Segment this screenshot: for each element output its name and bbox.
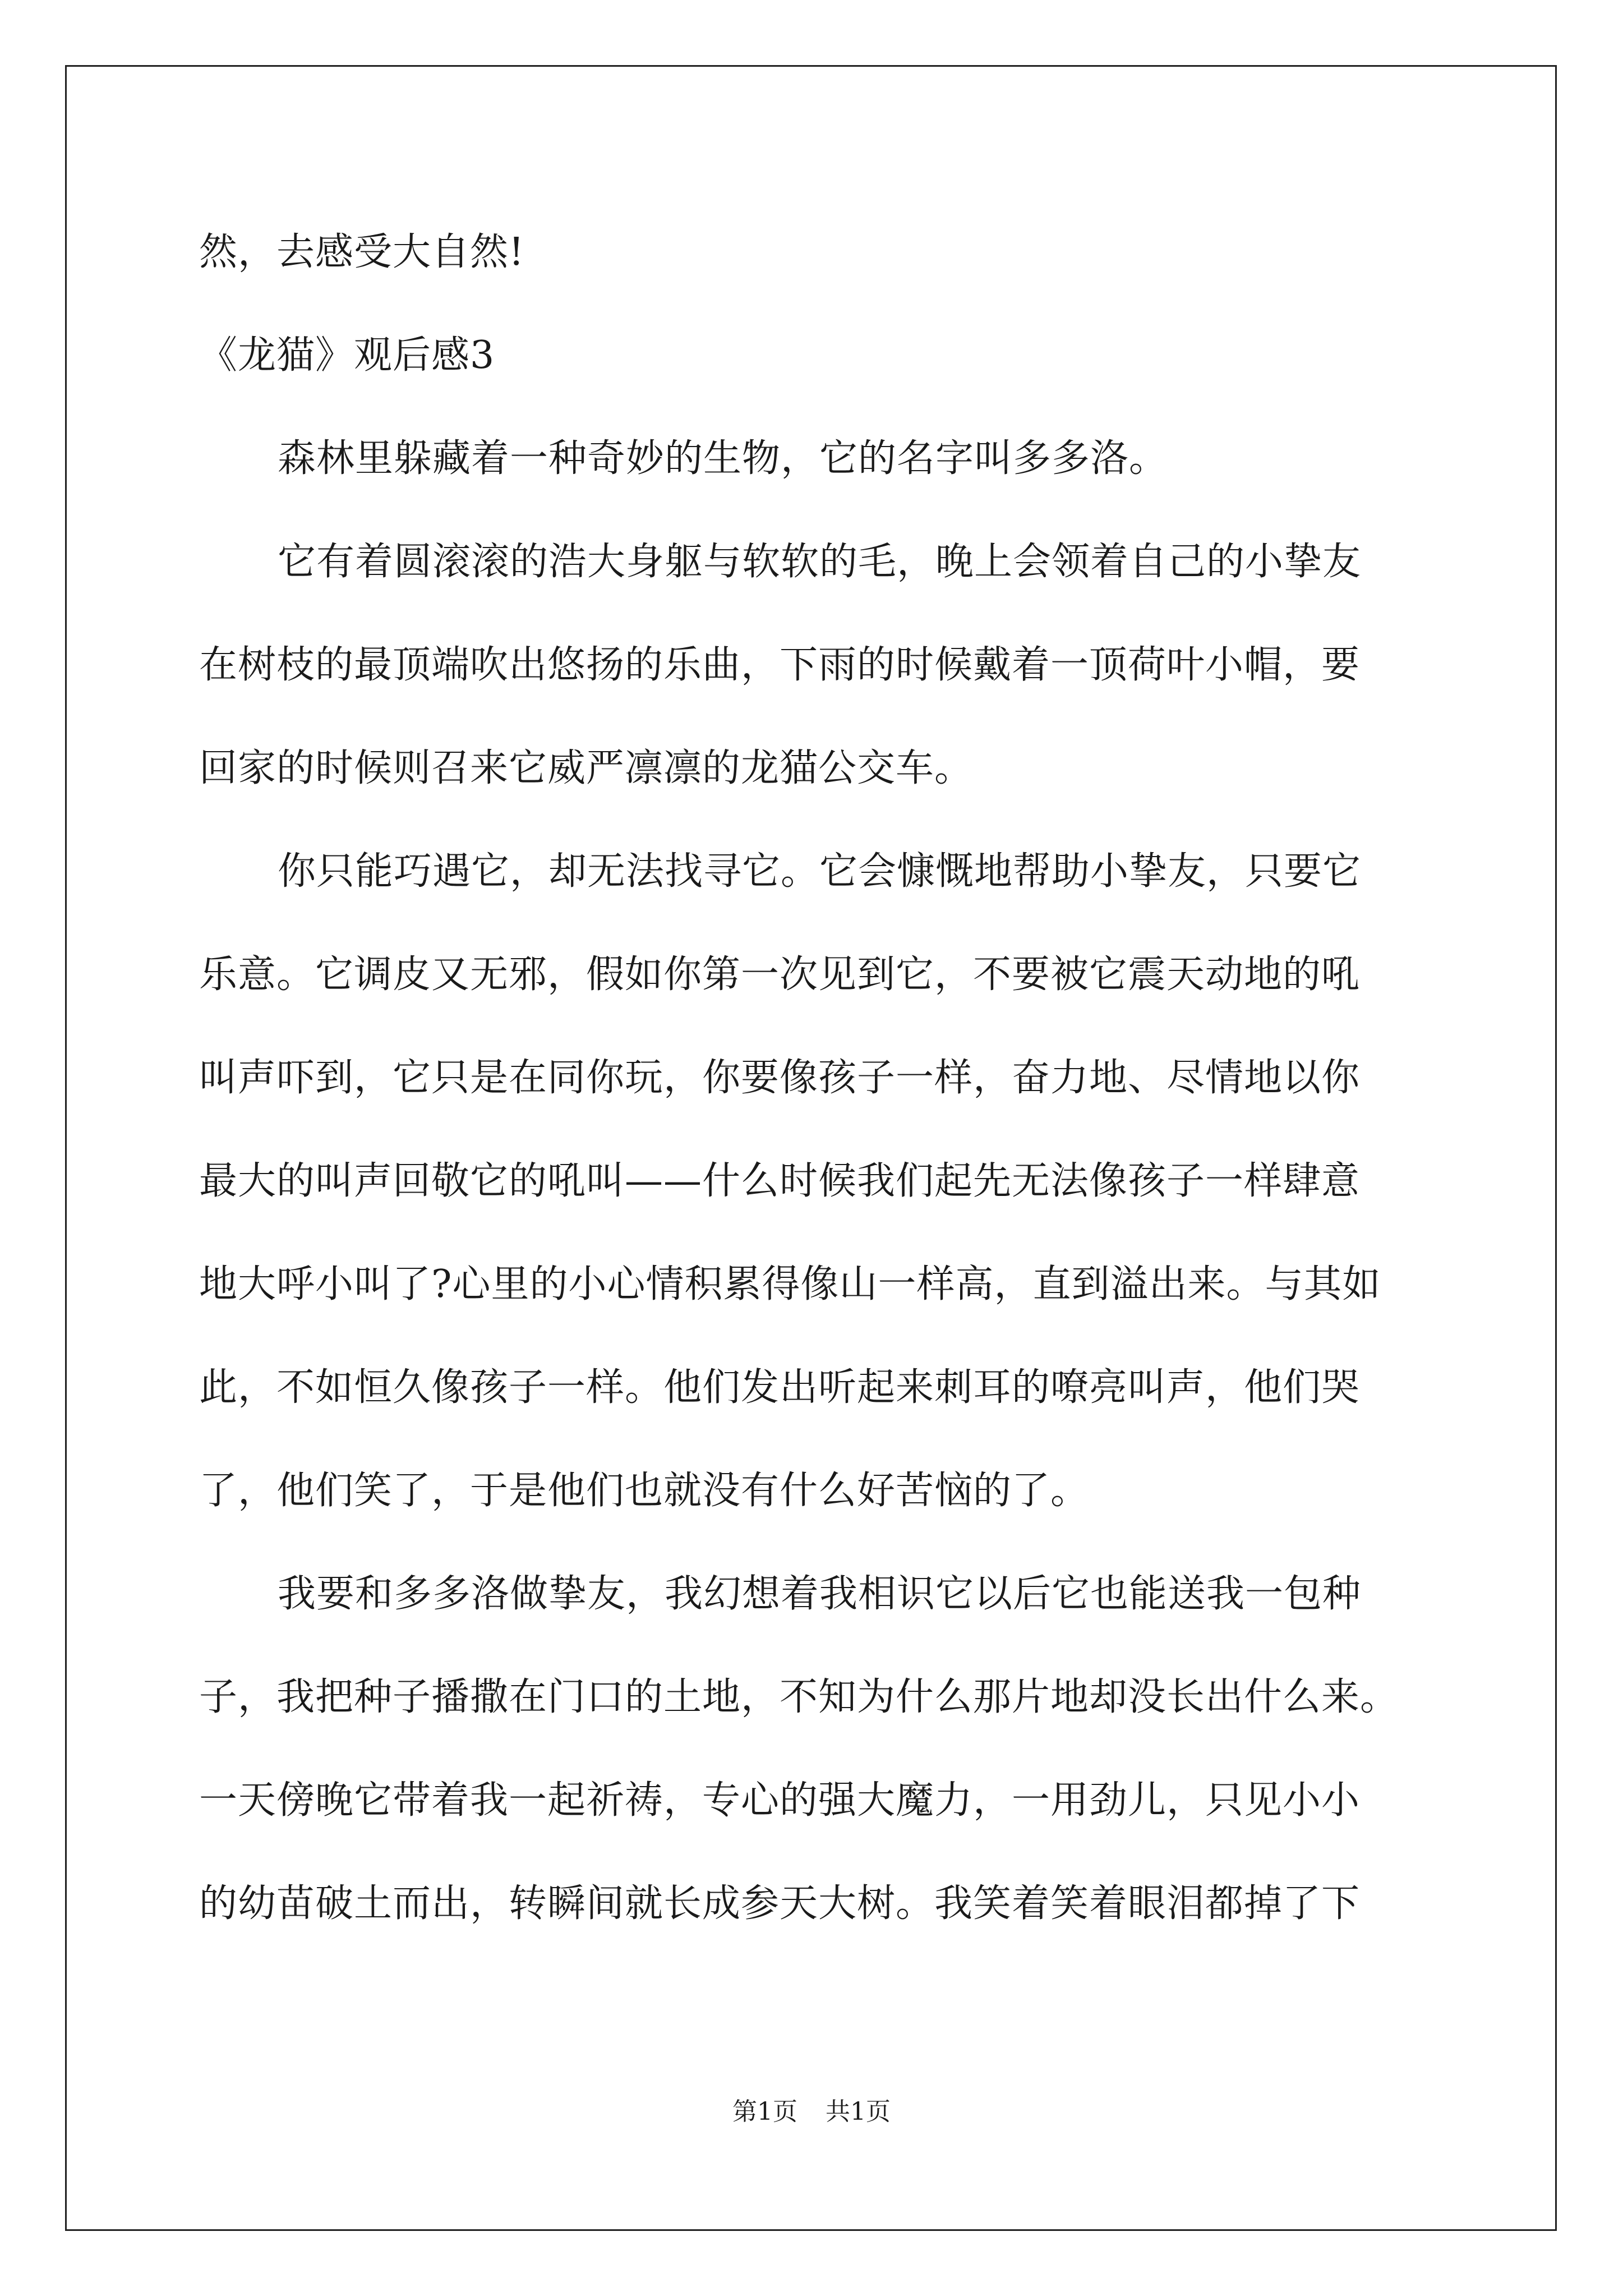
text-line: 乐意。它调皮又无邪，假如你第一次见到它，不要被它震天动地的吼: [199, 953, 1361, 997]
page-number: 第1页: [732, 2097, 797, 2126]
text-line: 子，我把种子播撒在门口的土地，不知为什么那片地却没长出什么来。: [199, 1675, 1399, 1719]
section-heading: 《龙猫》观后感3: [199, 333, 495, 378]
paragraph-start: 我要和多多洛做挚友，我幻想着我相识它以后它也能送我一包种: [278, 1572, 1362, 1616]
document-body: [199, 213, 1427, 1968]
page-footer: [0, 2095, 1623, 2129]
text-line: 最大的叫声回敬它的吼叫——什么时候我们起先无法像孩子一样肆意: [199, 1159, 1361, 1203]
text-line: 的幼苗破土而出，转瞬间就长成参天大树。我笑着笑着眼泪都掉了下: [199, 1881, 1361, 1926]
text-line: 此，不如恒久像孩子一样。他们发出听起来刺耳的嘹亮叫声，他们哭: [199, 1365, 1361, 1410]
text-line: 了，他们笑了，于是他们也就没有什么好苦恼的了。: [199, 1469, 1090, 1513]
page-total: 共1页: [826, 2097, 891, 2126]
text-line: 一天傍晚它带着我一起祈祷，专心的强大魔力，一用劲儿，只见小小: [199, 1778, 1361, 1823]
paragraph-start: 你只能巧遇它，却无法找寻它。它会慷慨地帮助小挚友，只要它: [278, 849, 1362, 894]
text-line: 地大呼小叫了?心里的小心情积累得像山一样高，直到溢出来。与其如: [199, 1262, 1381, 1306]
text-line: 然，去感受大自然!: [199, 230, 525, 274]
text-line: 叫声吓到，它只是在同你玩，你要像孩子一样，奋力地、尽情地以你: [199, 1056, 1361, 1100]
paragraph-start: 森林里躲藏着一种奇妙的生物，它的名字叫多多洛。: [278, 436, 1168, 481]
text-line: 在树枝的最顶端吹出悠扬的乐曲，下雨的时候戴着一顶荷叶小帽，要: [199, 643, 1361, 687]
text-line: 回家的时候则召来它威严凛凛的龙猫公交车。: [199, 746, 974, 790]
paragraph-start: 它有着圆滚滚的浩大身躯与软软的毛，晚上会领着自己的小挚友: [278, 540, 1362, 584]
